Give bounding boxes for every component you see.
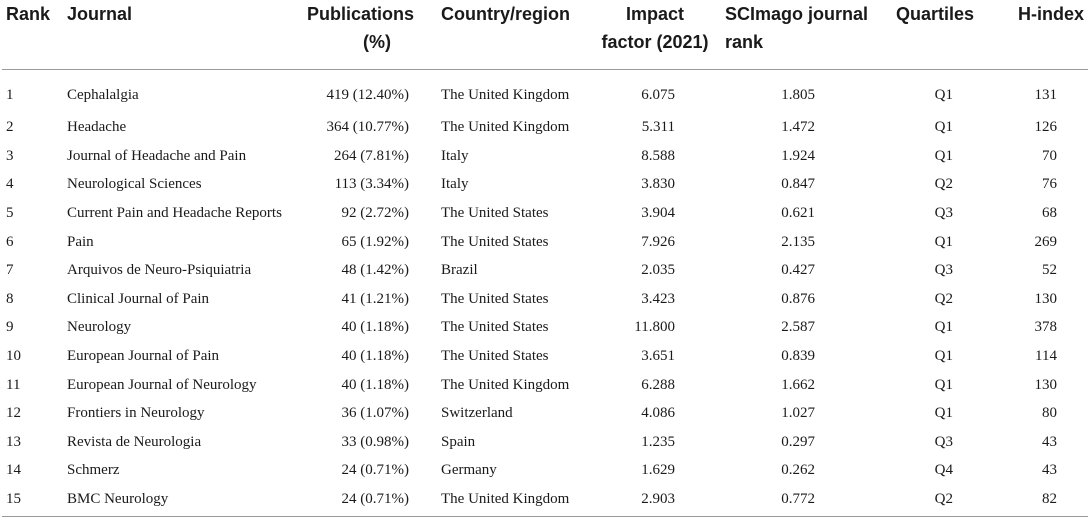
cell-impact-factor: 4.086 bbox=[641, 405, 675, 422]
cell-sjr: 0.297 bbox=[781, 433, 815, 450]
cell-country: The United States bbox=[441, 205, 549, 222]
cell-impact-factor: 3.651 bbox=[641, 348, 675, 365]
cell-impact-factor: 6.288 bbox=[641, 376, 675, 393]
cell-publications: 48 (1.42%) bbox=[341, 262, 409, 279]
cell-journal: Headache bbox=[67, 119, 127, 136]
cell-country: Brazil bbox=[441, 262, 478, 279]
cell-journal: Current Pain and Headache Reports bbox=[67, 205, 282, 222]
header-sjr: SCImago journal rank bbox=[713, 0, 882, 69]
cell-publications: 24 (0.71%) bbox=[341, 491, 409, 508]
cell-journal: Clinical Journal of Pain bbox=[67, 290, 210, 307]
cell-sjr: 0.621 bbox=[781, 205, 815, 222]
cell-quartile: Q1 bbox=[934, 319, 953, 336]
cell-hindex: 131 bbox=[1034, 87, 1057, 103]
cell-impact-factor: 3.830 bbox=[641, 176, 675, 193]
cell-rank: 15 bbox=[6, 491, 21, 508]
cell-rank: 1 bbox=[6, 87, 14, 103]
table-header bbox=[2, 0, 1088, 69]
cell-publications: 40 (1.18%) bbox=[341, 319, 409, 336]
cell-hindex: 68 bbox=[1042, 205, 1057, 222]
table-row bbox=[2, 457, 1088, 486]
cell-quartile: Q1 bbox=[934, 87, 953, 103]
cell-publications: 40 (1.18%) bbox=[341, 348, 409, 365]
cell-journal: Neurology bbox=[67, 319, 132, 336]
cell-sjr: 2.587 bbox=[781, 319, 815, 336]
cell-rank: 12 bbox=[6, 405, 21, 422]
table-row bbox=[2, 428, 1088, 457]
cell-journal: Pain bbox=[67, 233, 94, 250]
cell-journal: BMC Neurology bbox=[67, 491, 169, 508]
cell-quartile: Q3 bbox=[934, 433, 953, 450]
cell-country: The United Kingdom bbox=[441, 491, 570, 508]
cell-rank: 8 bbox=[6, 290, 14, 307]
cell-quartile: Q4 bbox=[934, 462, 953, 479]
cell-rank: 4 bbox=[6, 176, 14, 193]
cell-rank: 5 bbox=[6, 205, 14, 222]
cell-rank: 6 bbox=[6, 233, 14, 250]
cell-hindex: 130 bbox=[1034, 376, 1057, 393]
cell-sjr: 0.876 bbox=[781, 290, 815, 307]
cell-publications: 65 (1.92%) bbox=[341, 233, 409, 250]
cell-hindex: 76 bbox=[1042, 176, 1057, 193]
table-row bbox=[2, 114, 1088, 143]
cell-journal: Frontiers in Neurology bbox=[67, 405, 205, 422]
cell-sjr: 1.924 bbox=[781, 147, 815, 164]
header-publications: Publications (%) bbox=[303, 0, 437, 69]
cell-sjr: 1.472 bbox=[781, 119, 815, 136]
cell-country: Italy bbox=[441, 147, 469, 164]
cell-publications: 364 (10.77%) bbox=[326, 119, 409, 136]
cell-hindex: 80 bbox=[1042, 405, 1057, 422]
cell-quartile: Q1 bbox=[934, 405, 953, 422]
table-row bbox=[2, 342, 1088, 371]
cell-rank: 3 bbox=[6, 147, 14, 164]
cell-rank: 7 bbox=[6, 262, 14, 279]
cell-country: The United Kingdom bbox=[441, 119, 570, 136]
table-row bbox=[2, 69, 1088, 114]
cell-journal: Arquivos de Neuro-Psiquiatria bbox=[67, 262, 252, 279]
cell-hindex: 52 bbox=[1042, 262, 1057, 279]
cell-journal: Journal of Headache and Pain bbox=[67, 147, 247, 164]
cell-hindex: 126 bbox=[1034, 119, 1057, 136]
journals-table bbox=[2, 0, 1088, 514]
cell-country: The United States bbox=[441, 233, 549, 250]
cell-journal: European Journal of Pain bbox=[67, 348, 220, 365]
cell-country: Spain bbox=[441, 433, 476, 450]
cell-country: Italy bbox=[441, 176, 469, 193]
table-row bbox=[2, 256, 1088, 285]
cell-impact-factor: 1.629 bbox=[641, 462, 675, 479]
cell-country: Switzerland bbox=[441, 405, 513, 422]
cell-hindex: 378 bbox=[1034, 319, 1057, 336]
cell-impact-factor: 1.235 bbox=[641, 433, 675, 450]
cell-quartile: Q3 bbox=[934, 262, 953, 279]
cell-sjr: 1.805 bbox=[781, 87, 815, 103]
cell-hindex: 269 bbox=[1034, 233, 1057, 250]
cell-journal: European Journal of Neurology bbox=[67, 376, 257, 393]
header-quartiles: Quartiles bbox=[882, 0, 980, 69]
cell-publications: 419 (12.40%) bbox=[326, 87, 409, 103]
cell-country: The United Kingdom bbox=[441, 87, 570, 103]
header-country: Country/region bbox=[437, 0, 597, 69]
cell-hindex: 43 bbox=[1042, 462, 1057, 479]
cell-rank: 2 bbox=[6, 119, 14, 136]
table-row bbox=[2, 285, 1088, 314]
table-row bbox=[2, 371, 1088, 400]
cell-quartile: Q3 bbox=[934, 205, 953, 222]
cell-country: The United States bbox=[441, 348, 549, 365]
table-row bbox=[2, 199, 1088, 228]
cell-sjr: 0.772 bbox=[781, 491, 815, 508]
cell-country: The United States bbox=[441, 319, 549, 336]
cell-journal: Neurological Sciences bbox=[67, 176, 202, 193]
table-row bbox=[2, 228, 1088, 257]
cell-impact-factor: 2.035 bbox=[641, 262, 675, 279]
cell-publications: 40 (1.18%) bbox=[341, 376, 409, 393]
cell-hindex: 130 bbox=[1034, 290, 1057, 307]
header-row bbox=[2, 0, 1088, 69]
cell-publications: 92 (2.72%) bbox=[341, 205, 409, 222]
header-hindex: H-index bbox=[980, 0, 1088, 69]
cell-rank: 10 bbox=[6, 348, 21, 365]
cell-rank: 13 bbox=[6, 433, 21, 450]
cell-country: Germany bbox=[441, 462, 497, 479]
cell-journal: Revista de Neurologia bbox=[67, 433, 202, 450]
cell-rank: 14 bbox=[6, 462, 21, 479]
table-row bbox=[2, 314, 1088, 343]
header-rank: Rank bbox=[2, 0, 63, 69]
header-impact-factor: Impact factor (2021) bbox=[597, 0, 713, 69]
table-row bbox=[2, 399, 1088, 428]
cell-impact-factor: 7.926 bbox=[641, 233, 675, 250]
cell-publications: 24 (0.71%) bbox=[341, 462, 409, 479]
cell-publications: 41 (1.21%) bbox=[341, 290, 409, 307]
cell-hindex: 82 bbox=[1042, 491, 1057, 508]
cell-publications: 33 (0.98%) bbox=[341, 433, 409, 450]
cell-quartile: Q1 bbox=[934, 376, 953, 393]
cell-quartile: Q1 bbox=[934, 348, 953, 365]
table-row bbox=[2, 485, 1088, 514]
cell-sjr: 1.662 bbox=[781, 376, 815, 393]
cell-journal: Cephalalgia bbox=[67, 87, 139, 103]
header-journal: Journal bbox=[63, 0, 303, 69]
cell-quartile: Q1 bbox=[934, 147, 953, 164]
cell-hindex: 114 bbox=[1035, 348, 1057, 365]
cell-impact-factor: 5.311 bbox=[641, 119, 675, 136]
cell-impact-factor: 3.904 bbox=[641, 205, 675, 222]
cell-sjr: 1.027 bbox=[781, 405, 815, 422]
bottom-rule bbox=[2, 516, 1088, 517]
cell-sjr: 2.135 bbox=[781, 233, 815, 250]
cell-impact-factor: 6.075 bbox=[641, 87, 675, 103]
cell-quartile: Q1 bbox=[934, 233, 953, 250]
cell-quartile: Q2 bbox=[934, 491, 953, 508]
cell-sjr: 0.839 bbox=[781, 348, 815, 365]
cell-rank: 9 bbox=[6, 319, 14, 336]
cell-quartile: Q2 bbox=[934, 176, 953, 193]
table-body bbox=[2, 69, 1088, 514]
cell-sjr: 0.847 bbox=[781, 176, 815, 193]
cell-publications: 264 (7.81%) bbox=[334, 147, 409, 164]
cell-impact-factor: 8.588 bbox=[641, 147, 675, 164]
table-row bbox=[2, 171, 1088, 200]
cell-journal: Schmerz bbox=[67, 462, 120, 479]
cell-impact-factor: 3.423 bbox=[641, 290, 675, 307]
cell-sjr: 0.262 bbox=[781, 462, 815, 479]
cell-impact-factor: 11.800 bbox=[634, 319, 675, 336]
cell-sjr: 0.427 bbox=[781, 262, 815, 279]
cell-rank: 11 bbox=[6, 376, 21, 393]
cell-publications: 36 (1.07%) bbox=[341, 405, 409, 422]
cell-publications: 113 (3.34%) bbox=[334, 176, 409, 193]
cell-hindex: 70 bbox=[1042, 147, 1057, 164]
cell-country: The United States bbox=[441, 290, 549, 307]
cell-hindex: 43 bbox=[1042, 433, 1057, 450]
cell-country: The United Kingdom bbox=[441, 376, 570, 393]
table-row bbox=[2, 142, 1088, 171]
cell-impact-factor: 2.903 bbox=[641, 491, 675, 508]
cell-quartile: Q2 bbox=[934, 290, 953, 307]
cell-quartile: Q1 bbox=[934, 119, 953, 136]
